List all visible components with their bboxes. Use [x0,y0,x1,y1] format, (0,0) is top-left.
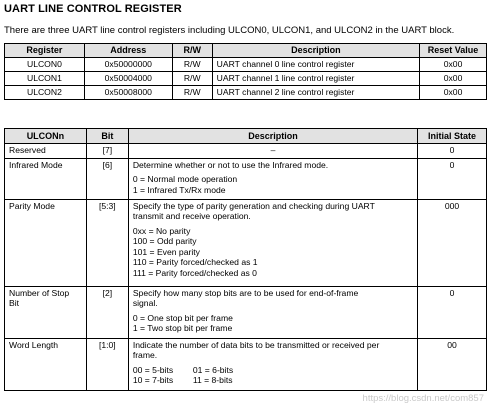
table-row [5,199,487,286]
option-line: 101 = Even parity [132,246,200,257]
header-initial-state: Initial State [418,129,487,144]
field-initial-state: 000 [418,199,487,286]
register-table [4,43,487,100]
field-name: Parity Mode [5,199,87,286]
register-reset-value: 0x00 [420,86,487,100]
option-line: 10 = 7-bits [132,375,174,385]
option-line: 01 = 6-bits [192,364,234,375]
register-description: UART channel 1 line control register [212,72,419,86]
bit-table-header [5,129,487,144]
header-address: Address [84,44,172,58]
register-rw: R/W [172,86,212,100]
header-ulconn: ULCONn [5,129,87,144]
field-bit: [5:3] [86,199,128,286]
header-bit: Bit [86,129,128,144]
field-description: – [128,144,417,159]
description-text: signal. [132,298,158,308]
register-address: 0x50008000 [84,86,172,100]
option-line: 0 = Normal mode operation [132,174,238,184]
register-reset-value: 0x00 [420,58,487,72]
field-name: Word Length [5,338,87,390]
header-register: Register [5,44,85,58]
table-row [5,72,487,86]
field-bit: [1:0] [86,338,128,390]
header-bit-description: Description [128,129,417,144]
section-title: UART LINE CONTROL REGISTER [4,3,182,15]
field-name: Infrared Mode [5,158,87,199]
field-description [128,286,417,338]
description-text: Specify how many stop bits are to be used for end-of-frame [132,287,359,298]
option-line: 11 = 8-bits [192,375,233,385]
field-initial-state: 00 [418,338,487,390]
register-address: 0x50000000 [84,58,172,72]
bit-field-table [4,128,487,391]
register-address: 0x50004000 [84,72,172,86]
option-line: 110 = Parity forced/checked as 1 [132,257,258,267]
description-text: Specify the type of parity generation and checking during UART [132,200,375,211]
option-line: 1 = Infrared Tx/Rx mode [132,184,226,195]
table-row [5,58,487,72]
field-initial-state: 0 [418,144,487,159]
option-line: 111 = Parity forced/checked as 0 [132,267,257,278]
register-description: UART channel 2 line control register [212,86,419,100]
header-rw: R/W [172,44,212,58]
option-line: 0xx = No parity [132,225,191,236]
register-reset-value: 0x00 [420,72,487,86]
register-description: UART channel 0 line control register [212,58,419,72]
register-name: ULCON2 [5,86,85,100]
field-initial-state: 0 [418,286,487,338]
field-bit: [2] [86,286,128,338]
watermark: https://blog.csdn.net/com857 [362,393,484,404]
option-line: 0 = One stop bit per frame [132,312,233,323]
register-name: ULCON0 [5,58,85,72]
option-line: 1 = Two stop bit per frame [132,323,233,333]
field-description [128,158,417,199]
field-name [5,286,87,338]
header-reset-value: Reset Value [420,44,487,58]
description-text: Determine whether or not to use the Infrared mode. [132,159,329,170]
table-row [5,86,487,100]
field-bit: [7] [86,144,128,159]
description-text: transmit and receive operation. [132,211,251,221]
register-name: ULCON1 [5,72,85,86]
description-text: frame. [132,350,158,360]
option-line: 100 = Odd parity [132,236,197,246]
field-name-line: Number of Stop [9,287,70,298]
field-name: Reserved [5,144,87,159]
header-description: Description [212,44,419,58]
field-name-line: Bit [9,298,20,308]
register-table-header [5,44,487,58]
table-row [5,338,487,390]
table-row [5,144,487,159]
field-bit: [6] [86,158,128,199]
table-row [5,158,487,199]
description-text: Indicate the number of data bits to be transmitted or received per [132,339,380,350]
option-line: 00 = 5-bits [132,364,174,375]
intro-paragraph: There are three UART line control registers including ULCON0, ULCON1, and ULCON2 in the UART block. [4,25,455,36]
field-description [128,199,417,286]
field-description [128,338,417,390]
field-initial-state: 0 [418,158,487,199]
register-rw: R/W [172,58,212,72]
register-rw: R/W [172,72,212,86]
table-row [5,286,487,338]
